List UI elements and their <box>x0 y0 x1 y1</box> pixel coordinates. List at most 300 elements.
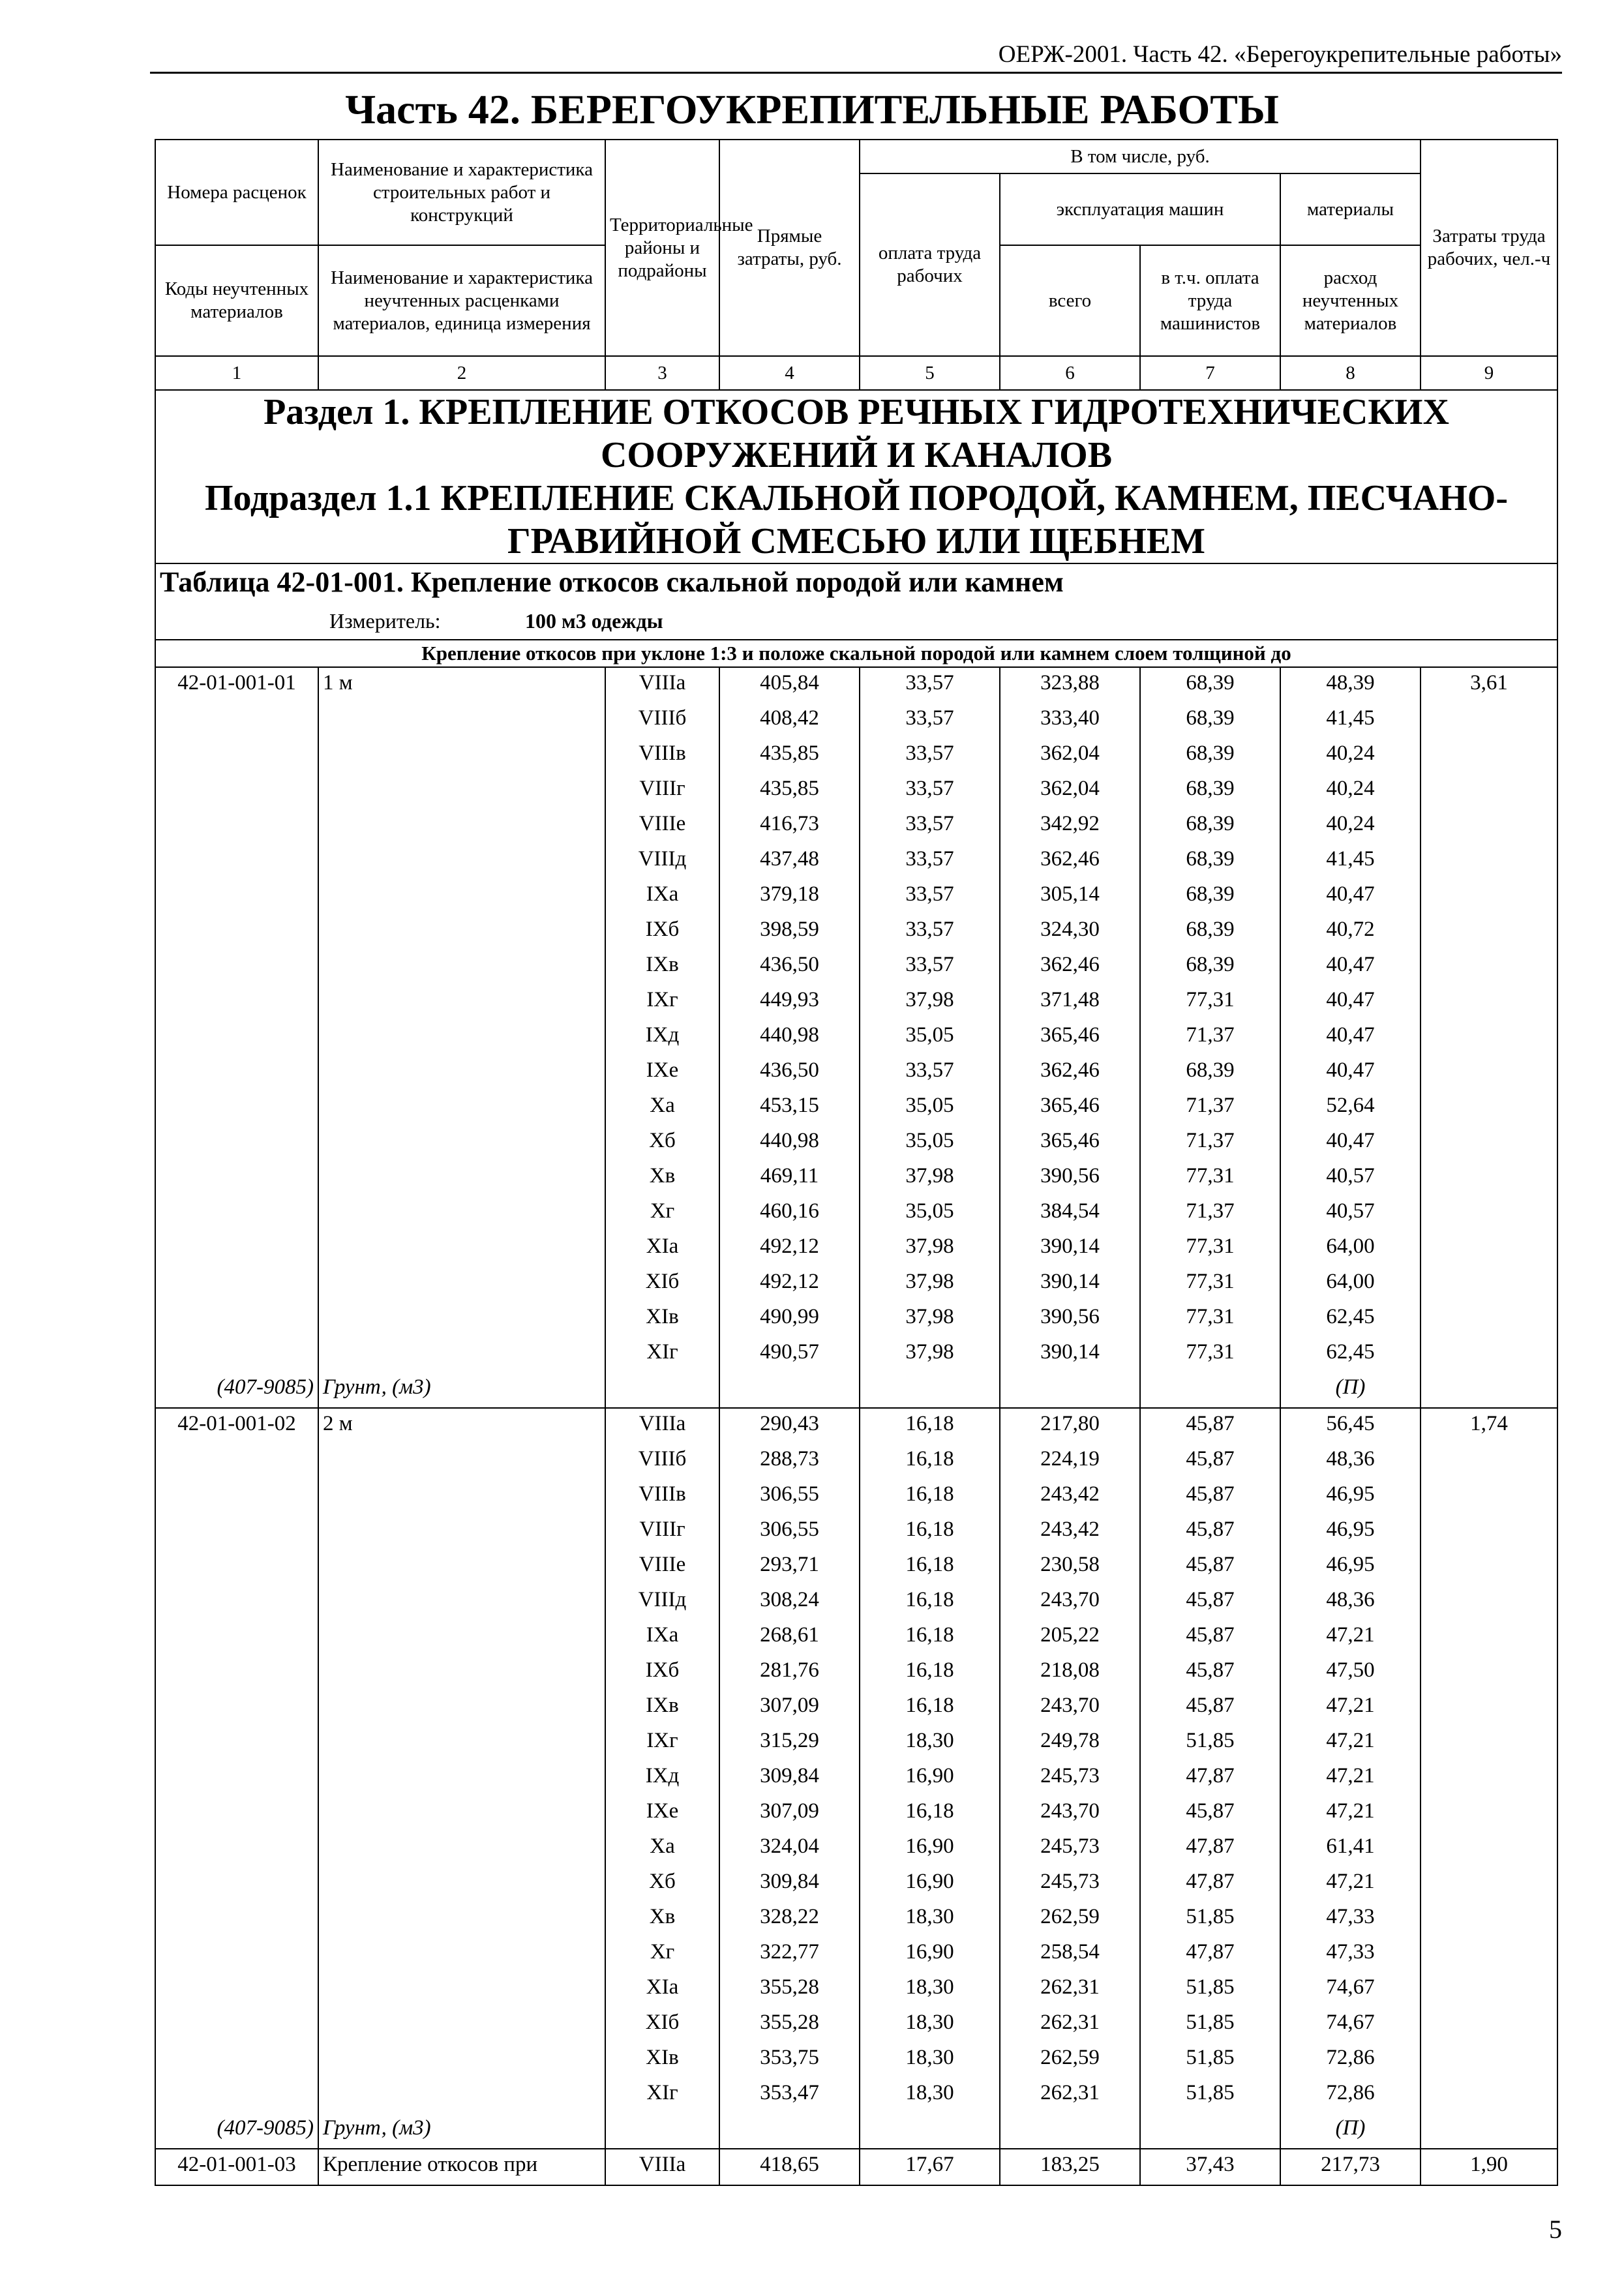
empty-cell <box>1421 1726 1557 1761</box>
materials-cell: 47,21 <box>1280 1761 1421 1796</box>
wages-cell: 17,67 <box>860 2149 1000 2185</box>
operators-wages-cell: 68,39 <box>1140 738 1280 773</box>
empty-cell <box>605 2113 719 2149</box>
rate-code: 42-01-001-01 <box>155 667 318 703</box>
operators-wages-cell: 51,85 <box>1140 1726 1280 1761</box>
materials-cell: 46,95 <box>1280 1514 1421 1549</box>
wages-cell: 18,30 <box>860 1726 1000 1761</box>
operators-wages-cell: 47,87 <box>1140 1937 1280 1972</box>
empty-cell <box>155 1620 318 1655</box>
table-row <box>155 1302 1557 1337</box>
material-amount: (П) <box>1280 2113 1421 2149</box>
machines-cell: 262,31 <box>1000 2078 1140 2113</box>
wages-cell: 16,90 <box>860 1937 1000 1972</box>
empty-cell <box>155 1196 318 1231</box>
header-machines: эксплуатация машин <box>1000 173 1280 245</box>
materials-cell: 40,24 <box>1280 773 1421 809</box>
wages-cell: 35,05 <box>860 1196 1000 1231</box>
materials-cell: 40,72 <box>1280 914 1421 950</box>
operators-wages-cell: 47,87 <box>1140 1866 1280 1902</box>
direct-cost-cell: 307,09 <box>719 1796 860 1831</box>
machines-cell: 362,04 <box>1000 773 1140 809</box>
wages-cell: 18,30 <box>860 2007 1000 2042</box>
direct-cost-cell: 307,09 <box>719 1690 860 1726</box>
machines-cell: 217,80 <box>1000 1408 1140 1444</box>
operators-wages-cell: 51,85 <box>1140 2078 1280 2113</box>
direct-cost-cell: 379,18 <box>719 879 860 914</box>
meter-value: 100 м3 одежды <box>525 609 663 633</box>
materials-cell: 47,21 <box>1280 1866 1421 1902</box>
region-cell: VIIIб <box>605 703 719 738</box>
empty-cell <box>155 1549 318 1585</box>
wages-cell: 18,30 <box>860 2042 1000 2078</box>
empty-cell <box>155 703 318 738</box>
wages-cell: 37,98 <box>860 1302 1000 1337</box>
region-cell: Xб <box>605 1126 719 1161</box>
machines-cell: 362,46 <box>1000 844 1140 879</box>
materials-cell: 61,41 <box>1280 1831 1421 1866</box>
direct-cost-cell: 435,85 <box>719 773 860 809</box>
empty-cell <box>155 1231 318 1266</box>
machines-cell: 243,42 <box>1000 1479 1140 1514</box>
region-cell: Xг <box>605 1196 719 1231</box>
empty-cell <box>318 1161 605 1196</box>
column-number: 9 <box>1421 356 1557 390</box>
material-code: (407-9085) <box>155 1372 318 1408</box>
table-row <box>155 1655 1557 1690</box>
table-row <box>155 1831 1557 1866</box>
machines-cell: 262,59 <box>1000 2042 1140 2078</box>
machines-cell: 384,54 <box>1000 1196 1140 1231</box>
table-row <box>155 844 1557 879</box>
materials-cell: 40,47 <box>1280 879 1421 914</box>
empty-cell <box>1421 1444 1557 1479</box>
wages-cell: 37,98 <box>860 1161 1000 1196</box>
header-direct-costs: Прямые затраты, руб. <box>719 140 860 356</box>
direct-cost-cell: 492,12 <box>719 1231 860 1266</box>
empty-cell <box>318 703 605 738</box>
empty-cell <box>1421 1372 1557 1408</box>
materials-cell: 72,86 <box>1280 2042 1421 2078</box>
table-header <box>155 140 1557 356</box>
machines-cell: 205,22 <box>1000 1620 1140 1655</box>
region-cell: Xа <box>605 1831 719 1866</box>
machines-cell: 243,70 <box>1000 1690 1140 1726</box>
running-head: ОЕРЖ-2001. Часть 42. «Берегоукрепительные работы» <box>150 38 1562 74</box>
region-cell: XIа <box>605 1231 719 1266</box>
empty-cell <box>155 1020 318 1055</box>
empty-cell <box>155 1866 318 1902</box>
operators-wages-cell: 77,31 <box>1140 1337 1280 1372</box>
table-row <box>155 1090 1557 1126</box>
empty-cell <box>155 1514 318 1549</box>
region-cell: Xг <box>605 1937 719 1972</box>
operators-wages-cell: 45,87 <box>1140 1655 1280 1690</box>
operators-wages-cell: 71,37 <box>1140 1126 1280 1161</box>
direct-cost-cell: 353,75 <box>719 2042 860 2078</box>
empty-cell <box>318 1866 605 1902</box>
machines-cell: 230,58 <box>1000 1549 1140 1585</box>
operators-wages-cell: 45,87 <box>1140 1549 1280 1585</box>
operators-wages-cell: 45,87 <box>1140 1514 1280 1549</box>
empty-cell <box>1421 809 1557 844</box>
materials-cell: 48,36 <box>1280 1585 1421 1620</box>
materials-cell: 74,67 <box>1280 1972 1421 2007</box>
empty-cell <box>155 914 318 950</box>
labor-cost: 1,90 <box>1421 2149 1557 2185</box>
region-cell: XIб <box>605 1266 719 1302</box>
empty-cell <box>318 809 605 844</box>
direct-cost-cell: 353,47 <box>719 2078 860 2113</box>
empty-cell <box>1421 1161 1557 1196</box>
region-cell: IXг <box>605 985 719 1020</box>
materials-cell: 48,36 <box>1280 1444 1421 1479</box>
empty-cell <box>155 2007 318 2042</box>
empty-cell <box>318 1796 605 1831</box>
empty-cell <box>155 1479 318 1514</box>
header-machines-total: всего <box>1000 245 1140 356</box>
operators-wages-cell: 77,31 <box>1140 1161 1280 1196</box>
operators-wages-cell: 45,87 <box>1140 1796 1280 1831</box>
region-cell: VIIIд <box>605 844 719 879</box>
machines-cell: 245,73 <box>1000 1831 1140 1866</box>
header-rate-numbers: Номера расценок <box>155 140 318 245</box>
table-row <box>155 667 1557 703</box>
empty-cell <box>1421 2007 1557 2042</box>
section-heading-row <box>155 390 1557 563</box>
region-cell: VIIIе <box>605 1549 719 1585</box>
region-cell: VIIIд <box>605 1585 719 1620</box>
wages-cell: 35,05 <box>860 1020 1000 1055</box>
wages-cell: 16,18 <box>860 1655 1000 1690</box>
region-cell: IXг <box>605 1726 719 1761</box>
table-row <box>155 2007 1557 2042</box>
region-cell: XIб <box>605 2007 719 2042</box>
header-work-name: Наименование и характеристика строительных работ и конструкций <box>318 140 605 245</box>
empty-cell <box>1421 738 1557 773</box>
header-material-codes: Коды неучтенных материалов <box>155 245 318 356</box>
empty-cell <box>1421 1761 1557 1796</box>
empty-cell <box>1421 1620 1557 1655</box>
region-cell: IXе <box>605 1055 719 1090</box>
materials-cell: 64,00 <box>1280 1266 1421 1302</box>
materials-cell: 56,45 <box>1280 1408 1421 1444</box>
direct-cost-cell: 355,28 <box>719 1972 860 2007</box>
table-row <box>155 950 1557 985</box>
wages-cell: 33,57 <box>860 950 1000 985</box>
direct-cost-cell: 405,84 <box>719 667 860 703</box>
operators-wages-cell: 68,39 <box>1140 950 1280 985</box>
work-description: Крепление откосов при уклоне 1:3 и положе скальной породой или камнем слоем толщиной до <box>155 640 1557 667</box>
table-title: Таблица 42-01-001. Крепление откосов скальной породой или камнем <box>160 566 1064 598</box>
region-cell: VIIIг <box>605 1514 719 1549</box>
machines-cell: 324,30 <box>1000 914 1140 950</box>
wages-cell: 33,57 <box>860 914 1000 950</box>
direct-cost-cell: 440,98 <box>719 1126 860 1161</box>
empty-cell <box>719 1372 860 1408</box>
part-title: Часть 42. БЕРЕГОУКРЕПИТЕЛЬНЫЕ РАБОТЫ <box>345 86 1279 132</box>
operators-wages-cell: 45,87 <box>1140 1585 1280 1620</box>
empty-cell <box>1421 1585 1557 1620</box>
table-title-row <box>155 563 1557 640</box>
machines-cell: 390,14 <box>1000 1231 1140 1266</box>
table-row <box>155 1937 1557 1972</box>
table-row <box>155 1620 1557 1655</box>
operators-wages-cell: 71,37 <box>1140 1196 1280 1231</box>
empty-cell <box>1421 1337 1557 1372</box>
materials-cell: 47,33 <box>1280 1902 1421 1937</box>
empty-cell <box>1421 879 1557 914</box>
wages-cell: 33,57 <box>860 773 1000 809</box>
empty-cell <box>318 1337 605 1372</box>
operators-wages-cell: 45,87 <box>1140 1690 1280 1726</box>
operators-wages-cell: 68,39 <box>1140 773 1280 809</box>
material-name: Грунт, (м3) <box>318 1372 605 1408</box>
materials-cell: 40,24 <box>1280 738 1421 773</box>
direct-cost-cell: 328,22 <box>719 1902 860 1937</box>
wages-cell: 16,18 <box>860 1690 1000 1726</box>
column-number: 3 <box>605 356 719 390</box>
empty-cell <box>605 1372 719 1408</box>
empty-cell <box>155 1585 318 1620</box>
wages-cell: 37,98 <box>860 985 1000 1020</box>
materials-cell: 41,45 <box>1280 703 1421 738</box>
region-cell: Xб <box>605 1866 719 1902</box>
region-cell: XIа <box>605 1972 719 2007</box>
empty-cell <box>1421 985 1557 1020</box>
empty-cell <box>318 1620 605 1655</box>
empty-cell <box>155 1161 318 1196</box>
wages-cell: 33,57 <box>860 844 1000 879</box>
table-row <box>155 1266 1557 1302</box>
empty-cell <box>155 1090 318 1126</box>
materials-cell: 64,00 <box>1280 1231 1421 1266</box>
machines-cell: 305,14 <box>1000 879 1140 914</box>
direct-cost-cell: 460,16 <box>719 1196 860 1231</box>
wages-cell: 16,18 <box>860 1444 1000 1479</box>
table-row <box>155 1479 1557 1514</box>
empty-cell <box>1421 1126 1557 1161</box>
materials-cell: 62,45 <box>1280 1337 1421 1372</box>
machines-cell: 362,46 <box>1000 950 1140 985</box>
region-cell: VIIIб <box>605 1444 719 1479</box>
materials-cell: 47,33 <box>1280 1937 1421 1972</box>
empty-cell <box>1421 1972 1557 2007</box>
material-code: (407-9085) <box>155 2113 318 2149</box>
empty-cell <box>318 1444 605 1479</box>
machines-cell: 262,31 <box>1000 2007 1140 2042</box>
machines-cell: 262,31 <box>1000 1972 1140 2007</box>
machines-cell: 218,08 <box>1000 1655 1140 1690</box>
work-name: 1 м <box>318 667 605 703</box>
header-material-names: Наименование и характеристика неучтенных расценками материалов, единица измерения <box>318 245 605 356</box>
header-including: В том числе, руб. <box>860 140 1421 173</box>
table-row <box>155 1549 1557 1585</box>
empty-cell <box>1421 1514 1557 1549</box>
wages-cell: 33,57 <box>860 703 1000 738</box>
table-row <box>155 1126 1557 1161</box>
empty-cell <box>318 1690 605 1726</box>
region-cell: VIIIа <box>605 2149 719 2185</box>
empty-cell <box>155 2078 318 2113</box>
materials-cell: 48,39 <box>1280 667 1421 703</box>
empty-cell <box>1421 1831 1557 1866</box>
work-name: 2 м <box>318 1408 605 1444</box>
empty-cell <box>318 1585 605 1620</box>
empty-cell <box>1140 2113 1280 2149</box>
column-number: 2 <box>318 356 605 390</box>
direct-cost-cell: 408,42 <box>719 703 860 738</box>
machines-cell: 262,59 <box>1000 1902 1140 1937</box>
empty-cell <box>1421 773 1557 809</box>
empty-cell <box>318 950 605 985</box>
materials-cell: 47,21 <box>1280 1690 1421 1726</box>
wages-cell: 33,57 <box>860 879 1000 914</box>
empty-cell <box>155 950 318 985</box>
table-row <box>155 1161 1557 1196</box>
header-materials: материалы <box>1280 173 1421 245</box>
empty-cell <box>155 809 318 844</box>
operators-wages-cell: 68,39 <box>1140 1055 1280 1090</box>
column-number: 5 <box>860 356 1000 390</box>
wages-cell: 35,05 <box>860 1126 1000 1161</box>
machines-cell: 224,19 <box>1000 1444 1140 1479</box>
machines-cell: 362,46 <box>1000 1055 1140 1090</box>
region-cell: IXд <box>605 1020 719 1055</box>
materials-cell: 74,67 <box>1280 2007 1421 2042</box>
empty-cell <box>1421 1231 1557 1266</box>
empty-cell <box>318 738 605 773</box>
header-regions: Территориальные районы и подрайоны <box>605 140 719 356</box>
operators-wages-cell: 47,87 <box>1140 1761 1280 1796</box>
machines-cell: 362,04 <box>1000 738 1140 773</box>
materials-cell: 217,73 <box>1280 2149 1421 2185</box>
wages-cell: 37,98 <box>860 1266 1000 1302</box>
direct-cost-cell: 324,04 <box>719 1831 860 1866</box>
direct-cost-cell: 309,84 <box>719 1761 860 1796</box>
empty-cell <box>318 879 605 914</box>
table-row <box>155 773 1557 809</box>
empty-cell <box>155 879 318 914</box>
operators-wages-cell: 45,87 <box>1140 1479 1280 1514</box>
materials-cell: 47,21 <box>1280 1726 1421 1761</box>
table-body <box>155 667 1557 2185</box>
empty-cell <box>155 1337 318 1372</box>
wages-cell: 18,30 <box>860 1902 1000 1937</box>
column-number: 4 <box>719 356 860 390</box>
operators-wages-cell: 45,87 <box>1140 1620 1280 1655</box>
table-row <box>155 2042 1557 2078</box>
direct-cost-cell: 437,48 <box>719 844 860 879</box>
operators-wages-cell: 68,39 <box>1140 809 1280 844</box>
materials-cell: 72,86 <box>1280 2078 1421 2113</box>
direct-cost-cell: 469,11 <box>719 1161 860 1196</box>
materials-cell: 40,47 <box>1280 985 1421 1020</box>
region-cell: Xв <box>605 1161 719 1196</box>
operators-wages-cell: 47,87 <box>1140 1831 1280 1866</box>
empty-cell <box>1421 1090 1557 1126</box>
wages-cell: 35,05 <box>860 1090 1000 1126</box>
material-name: Грунт, (м3) <box>318 2113 605 2149</box>
empty-cell <box>1421 703 1557 738</box>
materials-cell: 47,50 <box>1280 1655 1421 1690</box>
column-number: 8 <box>1280 356 1421 390</box>
empty-cell <box>318 914 605 950</box>
region-cell: VIIIг <box>605 773 719 809</box>
empty-cell <box>318 2007 605 2042</box>
material-row <box>155 2113 1557 2149</box>
empty-cell <box>1421 1196 1557 1231</box>
machines-cell: 390,56 <box>1000 1302 1140 1337</box>
wages-cell: 18,30 <box>860 1972 1000 2007</box>
empty-cell <box>1421 2113 1557 2149</box>
direct-cost-cell: 306,55 <box>719 1514 860 1549</box>
empty-cell <box>155 1302 318 1337</box>
direct-cost-cell: 490,99 <box>719 1302 860 1337</box>
direct-cost-cell: 453,15 <box>719 1090 860 1126</box>
machines-cell: 365,46 <box>1000 1020 1140 1055</box>
direct-cost-cell: 308,24 <box>719 1585 860 1620</box>
region-cell: IXв <box>605 1690 719 1726</box>
wages-cell: 16,18 <box>860 1479 1000 1514</box>
machines-cell: 249,78 <box>1000 1726 1140 1761</box>
empty-cell <box>155 773 318 809</box>
machines-cell: 390,14 <box>1000 1337 1140 1372</box>
table-row <box>155 1408 1557 1444</box>
empty-cell <box>155 985 318 1020</box>
empty-cell <box>318 985 605 1020</box>
empty-cell <box>155 1831 318 1866</box>
empty-cell <box>155 1796 318 1831</box>
empty-cell <box>1421 2042 1557 2078</box>
header-labor: Затраты труда рабочих, чел.-ч <box>1421 140 1557 356</box>
empty-cell <box>1421 1479 1557 1514</box>
work-description-row <box>155 640 1557 667</box>
wages-cell: 33,57 <box>860 809 1000 844</box>
region-cell: IXб <box>605 914 719 950</box>
empty-cell <box>1421 1020 1557 1055</box>
wages-cell: 33,57 <box>860 1055 1000 1090</box>
direct-cost-cell: 435,85 <box>719 738 860 773</box>
direct-cost-cell: 490,57 <box>719 1337 860 1372</box>
materials-cell: 40,57 <box>1280 1161 1421 1196</box>
direct-cost-cell: 398,59 <box>719 914 860 950</box>
direct-cost-cell: 309,84 <box>719 1866 860 1902</box>
empty-cell <box>318 1549 605 1585</box>
material-amount: (П) <box>1280 1372 1421 1408</box>
section-title: Раздел 1. КРЕПЛЕНИЕ ОТКОСОВ РЕЧНЫХ ГИДРОТЕХНИЧЕСКИХ СООРУЖЕНИЙ И КАНАЛОВ <box>263 392 1449 475</box>
operators-wages-cell: 51,85 <box>1140 1902 1280 1937</box>
operators-wages-cell: 77,31 <box>1140 985 1280 1020</box>
empty-cell <box>1421 1266 1557 1302</box>
machines-cell: 243,42 <box>1000 1514 1140 1549</box>
page-number: 5 <box>1549 2215 1562 2244</box>
empty-cell <box>1421 1549 1557 1585</box>
materials-cell: 40,47 <box>1280 950 1421 985</box>
machines-cell: 258,54 <box>1000 1937 1140 1972</box>
empty-cell <box>860 2113 1000 2149</box>
machines-cell: 390,14 <box>1000 1266 1140 1302</box>
table-row <box>155 1337 1557 1372</box>
region-cell: IXе <box>605 1796 719 1831</box>
operators-wages-cell: 68,39 <box>1140 914 1280 950</box>
empty-cell <box>155 1690 318 1726</box>
direct-cost-cell: 436,50 <box>719 1055 860 1090</box>
machines-cell: 183,25 <box>1000 2149 1140 2185</box>
materials-cell: 40,24 <box>1280 809 1421 844</box>
direct-cost-cell: 281,76 <box>719 1655 860 1690</box>
empty-cell <box>318 1831 605 1866</box>
